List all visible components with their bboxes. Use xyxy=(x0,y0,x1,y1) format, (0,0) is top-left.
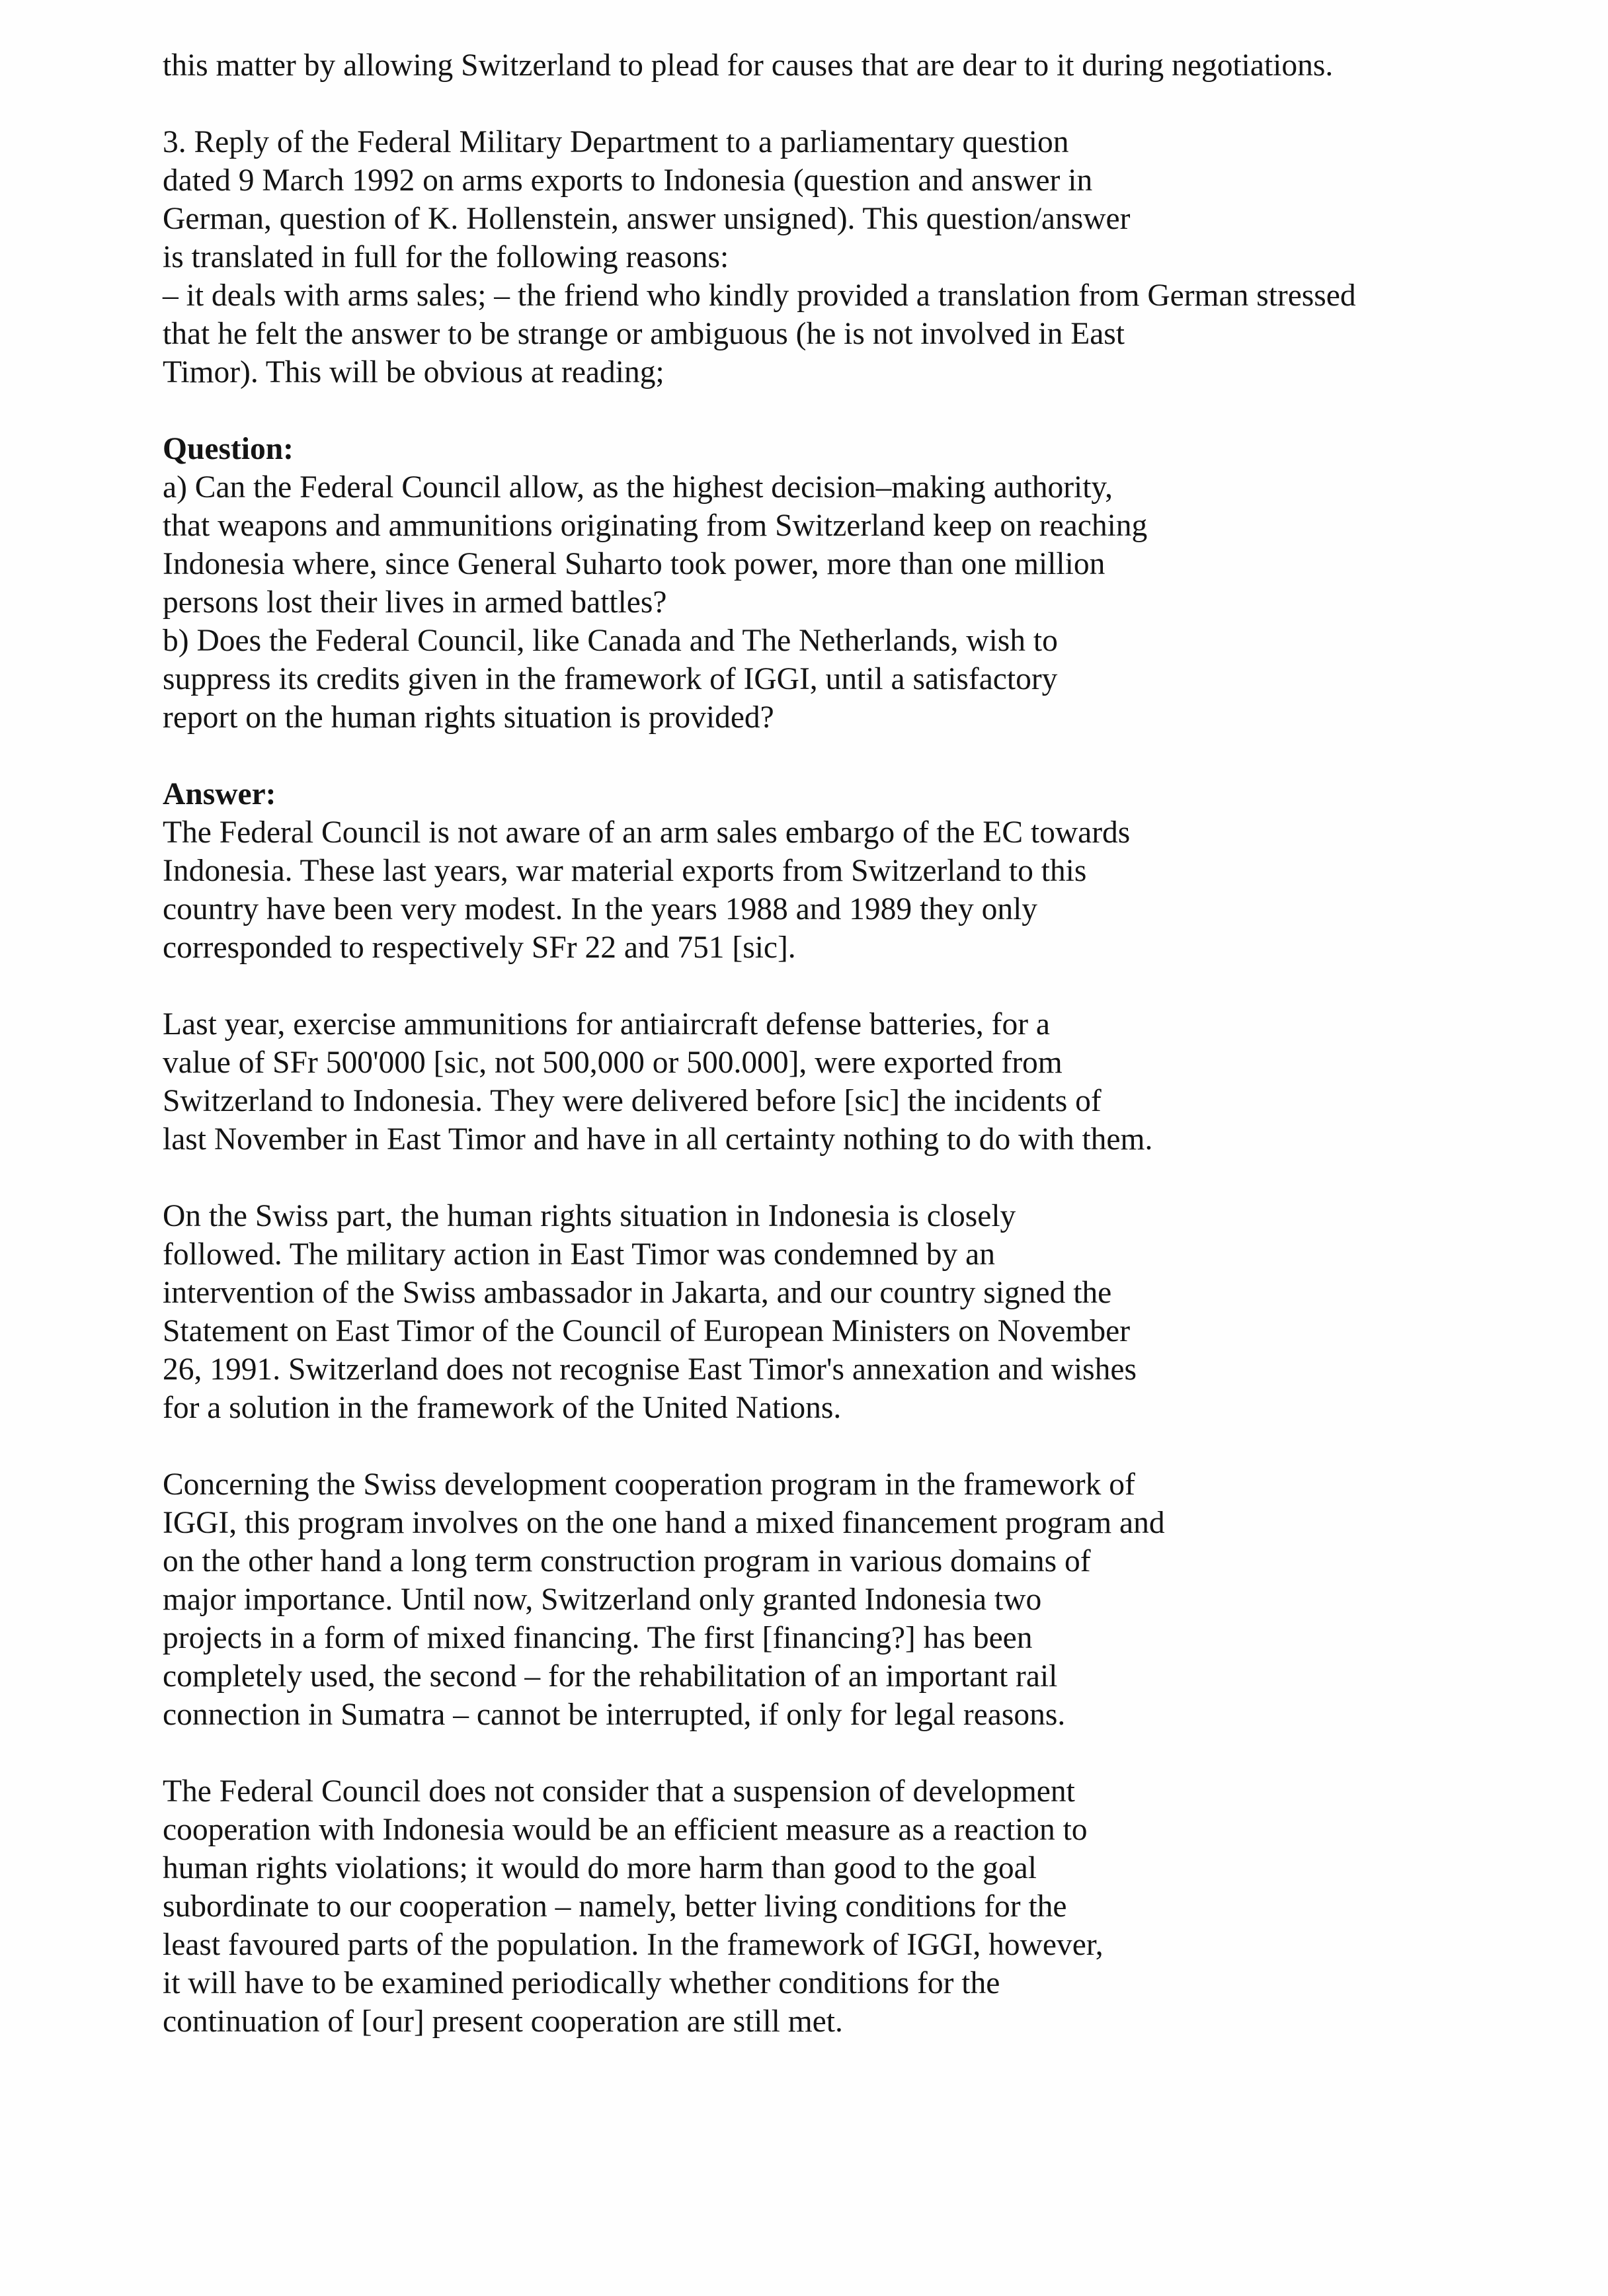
text-line: Last year, exercise ammunitions for antiaircraft defense batteries, for a xyxy=(163,1007,1050,1042)
text-line: continuation of [our] present cooperation are still met. xyxy=(163,2004,843,2039)
text-line: The Federal Council does not consider that a suspension of development xyxy=(163,1774,1075,1809)
paragraph-spacer xyxy=(163,1159,1584,1197)
text-line: 3. Reply of the Federal Military Department to a parliamentary question xyxy=(163,125,1069,159)
paragraph-spacer xyxy=(163,391,1584,430)
text-line: completely used, the second – for the rehabilitation of an important rail xyxy=(163,1659,1058,1694)
text-line: major importance. Until now, Switzerland only granted Indonesia two xyxy=(163,1582,1042,1617)
text-line: that weapons and ammunitions originating from Switzerland keep on reaching xyxy=(163,509,1148,543)
text-line: IGGI, this program involves on the one hand a mixed financement program and xyxy=(163,1506,1165,1540)
text-line: connection in Sumatra – cannot be interrupted, if only for legal reasons. xyxy=(163,1698,1066,1732)
text-line: Concerning the Swiss development cooperation program in the framework of xyxy=(163,1467,1135,1502)
text-line: human rights violations; it would do more harm than good to the goal xyxy=(163,1851,1037,1885)
text-line: last November in East Timor and have in all certainty nothing to do with them. xyxy=(163,1122,1153,1157)
text-line: is translated in full for the following reasons: xyxy=(163,240,729,274)
text-line: that he felt the answer to be strange or ambiguous (he is not involved in East xyxy=(163,317,1125,351)
text-line: b) Does the Federal Council, like Canada and The Netherlands, wish to xyxy=(163,624,1058,658)
text-line: Statement on East Timor of the Council of European Ministers on November xyxy=(163,1314,1131,1348)
text-line: cooperation with Indonesia would be an efficient measure as a reaction to xyxy=(163,1813,1088,1847)
paragraph-spacer xyxy=(163,85,1584,123)
intro-paragraph xyxy=(163,46,1584,85)
answer-paragraph-5 xyxy=(163,1772,1584,2041)
answer-heading: Answer: xyxy=(163,777,276,811)
item-3-paragraph xyxy=(163,123,1584,391)
text-line: a) Can the Federal Council allow, as the highest decision–making authority, xyxy=(163,470,1113,505)
text-line: German, question of K. Hollenstein, answer unsigned). This question/answer xyxy=(163,202,1131,236)
question-heading: Question: xyxy=(163,432,294,466)
text-line: report on the human rights situation is provided? xyxy=(163,700,774,735)
text-line: least favoured parts of the population. In the framework of IGGI, however, xyxy=(163,1928,1104,1962)
answer-paragraph-2 xyxy=(163,1005,1584,1159)
answer-paragraph-4 xyxy=(163,1465,1584,1734)
text-line: suppress its credits given in the framework of IGGI, until a satisfactory xyxy=(163,662,1058,696)
text-line: country have been very modest. In the years 1988 and 1989 they only xyxy=(163,892,1038,926)
text-line: for a solution in the framework of the United Nations. xyxy=(163,1391,842,1425)
text-line: value of SFr 500'000 [sic, not 500,000 or 500.000], were exported from xyxy=(163,1046,1063,1080)
answer-paragraph-3 xyxy=(163,1197,1584,1427)
text-line: Indonesia. These last years, war material exports from Switzerland to this xyxy=(163,854,1087,888)
text-line: dated 9 March 1992 on arms exports to Indonesia (question and answer in xyxy=(163,163,1093,198)
text-line: Timor). This will be obvious at reading; xyxy=(163,355,664,390)
text-line: it will have to be examined periodically whether conditions for the xyxy=(163,1966,1000,2000)
text-line: – it deals with arms sales; – the friend who kindly provided a translation from German stressed xyxy=(163,278,1356,313)
text-line: The Federal Council is not aware of an arm sales embargo of the EC towards xyxy=(163,815,1131,850)
text-line: subordinate to our cooperation – namely, better living conditions for the xyxy=(163,1889,1067,1924)
question-section xyxy=(163,430,1584,737)
document-body xyxy=(163,46,1584,2041)
paragraph-spacer xyxy=(163,1427,1584,1465)
text-line: this matter by allowing Switzerland to plead for causes that are dear to it during negotiations. xyxy=(163,48,1334,83)
text-line: intervention of the Swiss ambassador in Jakarta, and our country signed the xyxy=(163,1276,1112,1310)
text-line: 26, 1991. Switzerland does not recognise East Timor's annexation and wishes xyxy=(163,1352,1137,1387)
text-line: corresponded to respectively SFr 22 and 751 [sic]. xyxy=(163,930,796,965)
text-line: Indonesia where, since General Suharto took power, more than one million xyxy=(163,547,1106,581)
text-line: followed. The military action in East Timor was condemned by an xyxy=(163,1237,995,1272)
text-line: persons lost their lives in armed battles? xyxy=(163,585,667,620)
paragraph-spacer xyxy=(163,967,1584,1005)
paragraph-spacer xyxy=(163,737,1584,775)
text-line: on the other hand a long term construction program in various domains of xyxy=(163,1544,1091,1578)
text-line: On the Swiss part, the human rights situation in Indonesia is closely xyxy=(163,1199,1016,1233)
answer-section xyxy=(163,775,1584,967)
text-line: projects in a form of mixed financing. The first [financing?] has been xyxy=(163,1621,1033,1655)
text-line: Switzerland to Indonesia. They were delivered before [sic] the incidents of xyxy=(163,1084,1102,1118)
paragraph-spacer xyxy=(163,1734,1584,1772)
